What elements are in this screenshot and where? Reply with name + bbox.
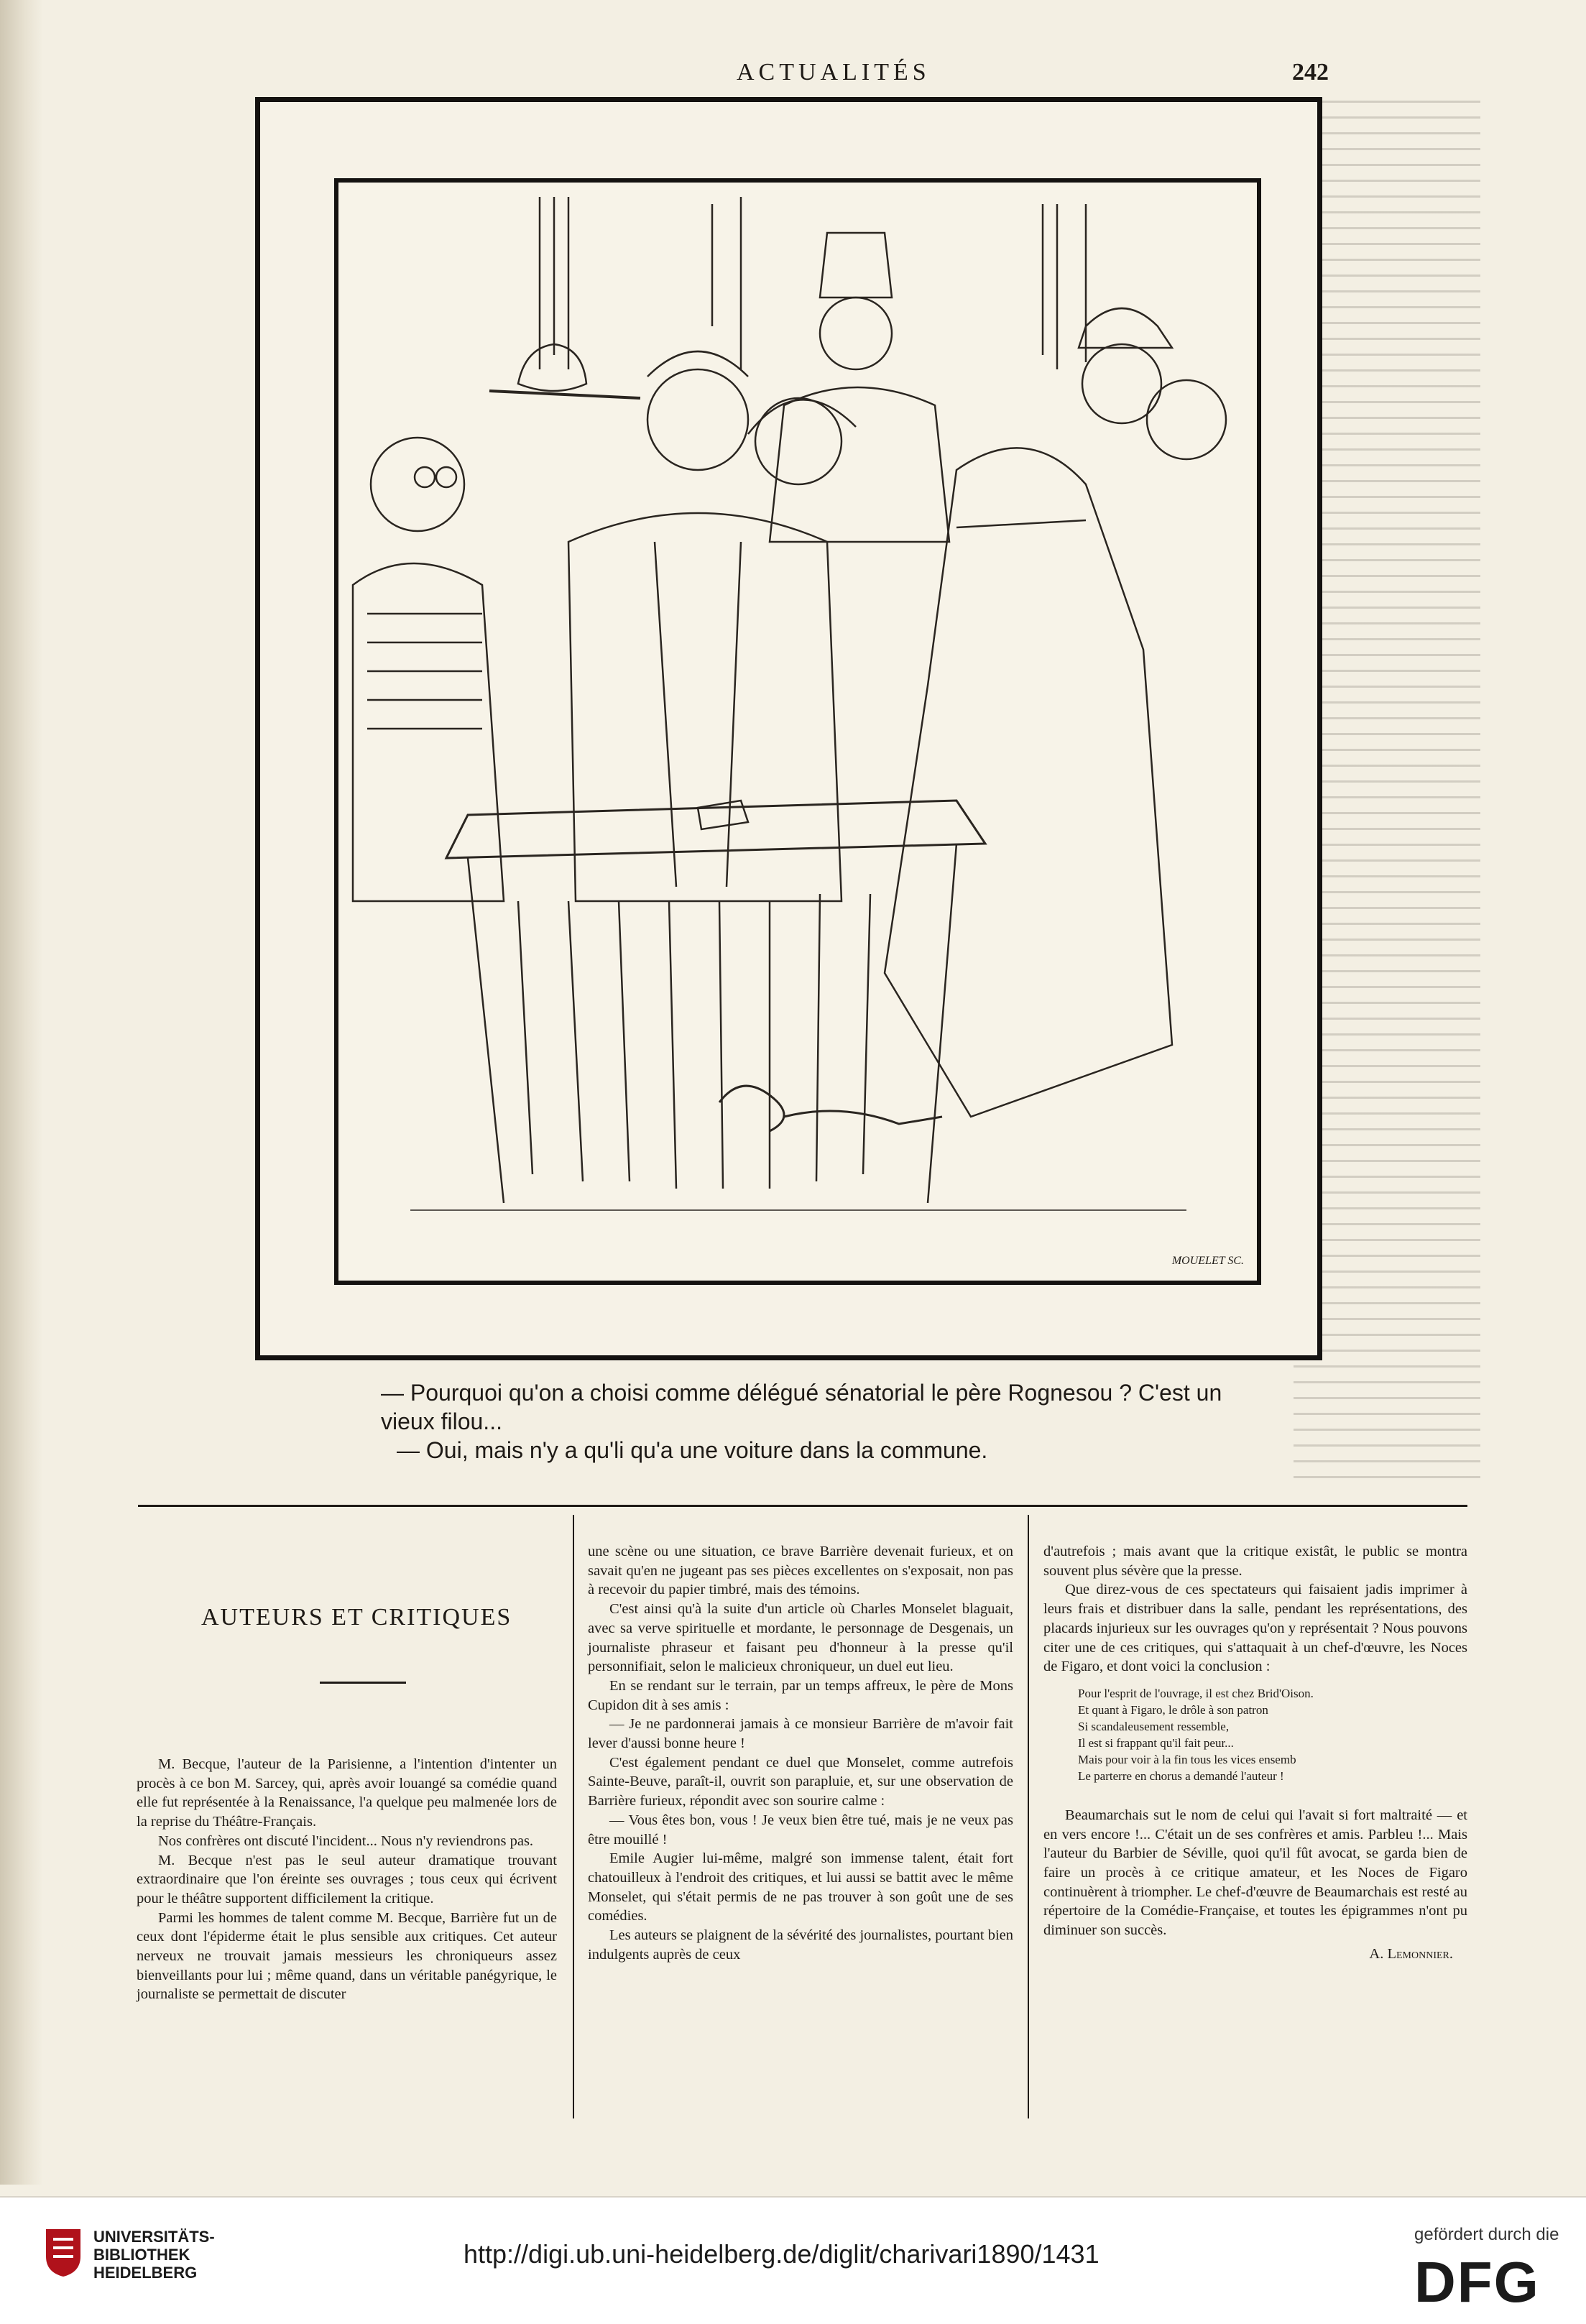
funding-note: gefördert durch die [1414,2225,1559,2244]
library-name-line-2: BIBLIOTHEK [93,2246,190,2264]
verse-line: Si scandaleusement ressemble, [1078,1719,1230,1733]
section-title: ACTUALITÉS [737,59,931,86]
verse-line: Il est si frappant qu'il fait peur... [1078,1735,1234,1750]
paragraph: Beaumarchais sut le nom de celui qui l'avait si fort maltraité — et en vers encore !... C'était un de ses confrères et amis. Parbleu !... Mais l'auteur du Barbier de Séville, quoi qu'il fût avocat, se garda bien de faire un procès à ce critique amateur, et les Noces de Figaro continuèrent à triompher. Le chef-d'œuvre de Beaumarchais est resté au répertoire de la Comédie-Française, et toutes les épigrammes n'ont pu diminuer son succès. [1043,1807,1467,1939]
caption-line-2: vieux filou... [381,1408,502,1434]
article-column-2 [588,1542,1013,1964]
university-seal-icon [42,2225,85,2279]
page-header [0,59,1586,102]
verse-line: Mais pour voir à la fin tous les vices ensemb [1078,1752,1296,1766]
caption-line-1: — Pourquoi qu'on a choisi comme délégué sénatorial le père Rognesou ? C'est un [381,1380,1222,1406]
page-number: 242 [1292,59,1329,86]
paragraph: Nos confrères ont discuté l'incident... Nous n'y reviendrons pas. [158,1832,534,1849]
library-name-line-3: HEIDELBERG [93,2264,198,2282]
engraver-signature: MOUELET SC. [1171,1255,1244,1267]
illustration [334,178,1261,1285]
paragraph: En se rendant sur le terrain, par un temps affreux, le père de Mons Cupidon dit à ses amis : [588,1677,1013,1713]
article-column-3 [1043,1542,1467,1964]
paragraph: C'est également pendant ce duel que Monselet, comme autrefois Sainte-Beuve, paraît-il, ouvrit son parapluie, et, sur une observation de Barrière furieux, répondit avec son sourire calme : [588,1754,1013,1809]
footer-divider [0,2196,1586,2198]
article-title: AUTEURS ET CRITIQUES [201,1604,512,1631]
title-underline [320,1682,406,1684]
page-gutter-shadow [0,0,43,2185]
permalink-url[interactable]: http://digi.ub.uni-heidelberg.de/diglit/charivari1890/1431 [464,2239,1099,2269]
column-divider-2 [1028,1515,1029,2118]
article-column-1 [137,1755,557,2004]
paragraph: une scène ou une situation, ce brave Barrière devenait furieux, et on savait qu'en ne jugeant pas ses pièces excellentes on s'exposait, non pas à recevoir du papier timbré, mais des témoins. [588,1544,1013,1598]
paragraph: d'autrefois ; mais avant que la critique existât, le public se montra souvent plus sévère que la presse. [1043,1544,1467,1579]
caption-line-3: — Oui, mais n'y a qu'li qu'a une voiture dans la commune. [397,1437,988,1463]
cartoon-caption [381,1378,1229,1465]
paragraph: Emile Augier lui-même, malgré son immense talent, était fort chatouilleux à l'endroit des critiques, et lui aussi se battit avec le même Monselet, qui s'était permis de ne pas trouver à son goût une de ses comédies. [588,1850,1013,1924]
paragraph: M. Becque, l'auteur de la Parisienne, a l'intention d'intenter un procès à ce bon M. Sarcey, qui, après avoir louangé sa comédie quand elle fut représentée à la Renaissance, l'a quelque peu malmenée lors de la reprise du Théâtre-Français. [137,1756,557,1830]
column-divider-1 [573,1515,574,2118]
verse-line: Pour l'esprit de l'ouvrage, il est chez Brid'Oison. [1078,1686,1314,1700]
paragraph: Que direz-vous de ces spectateurs qui faisaient jadis imprimer à leurs frais et distribuer dans la salle, pendant les représentations, des placards injurieux sur les ouvrages qu'on y représentait ? Nous pouvons citer une de ces critiques, qui s'attaquait à un chef-d'œuvre, les Noces de Figaro, et dont voici la conclusion : [1043,1582,1467,1675]
paragraph: Les auteurs se plaignent de la sévérité des journalistes, pourtant bien indulgents auprès de ceux [588,1927,1013,1963]
paragraph: — Je ne pardonnerai jamais à ce monsieur Barrière de m'avoir fait lever d'aussi bonne heure ! [588,1716,1013,1752]
paragraph: M. Becque n'est pas le seul auteur dramatique trouvant extraordinaire que l'on éreinte ses ouvrages ; tous ceux qui écrivent pour le théâtre supportent difficilement la critique. [137,1852,557,1906]
quoted-verse [1078,1685,1467,1784]
paragraph: C'est ainsi qu'à la suite d'un article où Charles Monselet blaguait, avec sa verve spirituelle et mordante, le personnage de Desgenais, un journaliste phraseur et faisant peu d'honneur à la presse qu'il personnifiait, selon le malicieux chroniqueur, un duel eut lieu. [588,1601,1013,1675]
digitization-footer [0,2196,1586,2324]
library-name-line-1: UNIVERSITÄTS- [93,2228,215,2246]
verse-line: Le parterre en chorus a demandé l'auteur ! [1078,1769,1284,1783]
paragraph: — Vous êtes bon, vous ! Je veux bien être tué, mais je ne veux pas être mouillé ! [588,1812,1013,1848]
author-signature: A. Lemonnier. [1369,1945,1453,1962]
section-rule [138,1505,1467,1507]
engraving-sketch [338,183,1257,1281]
dfg-logo: DFG [1414,2250,1540,2314]
paragraph: Parmi les hommes de talent comme M. Becque, Barrière fut un de ceux dont l'épiderme était le plus sensible aux critiques. Cet auteur nerveux ne trouvait jamais messieurs les chroniqueurs assez bienveillants pour lui ; même quand, dans un véritable panégyrique, le journaliste se permettait de discuter [137,1909,557,2003]
library-name [93,2228,215,2282]
verse-line: Et quant à Figaro, le drôle à son patron [1078,1702,1268,1717]
